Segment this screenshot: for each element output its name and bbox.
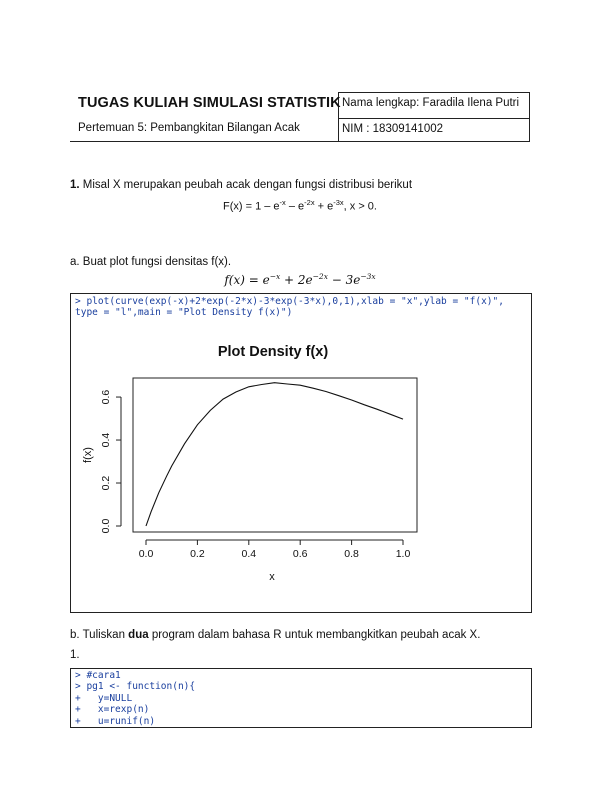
- cdf-formula: [0, 198, 600, 213]
- part-a-instruction: a. Buat plot fungsi densitas f(x).: [70, 256, 232, 268]
- x-tick-label: 0.2: [190, 548, 205, 560]
- y-tick-label: 0.0: [100, 518, 112, 534]
- pdf-part-3: − 3e: [327, 273, 361, 287]
- x-tick-label: 0.8: [344, 548, 359, 560]
- code-line: + x=rexp(n): [75, 704, 150, 716]
- student-name: Nama lengkap: Faradila Ilena Putri: [342, 97, 520, 109]
- part-b-pre: b. Tuliskan: [70, 629, 129, 641]
- program-code-box: [70, 668, 532, 728]
- cdf-part-4: , x > 0.: [343, 200, 377, 213]
- question-text: Misal X merupakan peubah acak dengan fungsi distribusi berikut: [79, 179, 413, 191]
- x-tick-label: 0.6: [292, 548, 308, 560]
- cdf-part-1: F(x) = 1 – e: [223, 200, 280, 213]
- header-top-rule: [338, 92, 530, 93]
- cdf-exp-1: -x: [279, 198, 286, 207]
- pdf-exp-1: −x: [269, 272, 281, 281]
- y-axis-label: f(x): [82, 447, 94, 463]
- header-mid-rule: [338, 118, 530, 119]
- y-tick-label: 0.2: [100, 475, 112, 491]
- plot-frame: [133, 378, 417, 532]
- x-axis-label: x: [269, 571, 275, 583]
- code-line: > plot(curve(exp(-x)+2*exp(-2*x)-3*exp(-3*x),0,1),xlab = "x",ylab = "f(x)",: [75, 296, 504, 307]
- density-plot: [71, 320, 529, 610]
- code-line: + u=runif(n): [75, 715, 156, 727]
- header-bottom-rule: [70, 141, 530, 142]
- cdf-exp-2: -2x: [304, 198, 315, 207]
- pdf-exp-3: −3x: [360, 272, 376, 281]
- x-tick-label: 0.4: [241, 548, 257, 560]
- student-nim: NIM : 18309141002: [342, 123, 444, 135]
- document-title: TUGAS KULIAH SIMULASI STATISTIK: [78, 95, 341, 111]
- part-b-bold: dua: [128, 629, 149, 641]
- pdf-exp-2: −2x: [312, 272, 328, 281]
- cdf-part-2: – e: [285, 200, 305, 213]
- question-number: 1.: [70, 179, 80, 191]
- part-b-item-number: 1.: [70, 649, 80, 661]
- code-line: + y=NULL: [75, 692, 133, 704]
- pdf-formula: [0, 272, 600, 287]
- plot-code-box: [70, 293, 532, 613]
- plot-title: Plot Density f(x): [217, 344, 329, 360]
- code-line: type = "l",main = "Plot Density f(x)"): [75, 307, 293, 319]
- cdf-exp-3: -3x: [333, 198, 344, 207]
- x-tick-label: 1.0: [395, 548, 411, 560]
- pdf-part-2: + 2e: [280, 273, 313, 287]
- cdf-part-3: + e: [314, 200, 334, 213]
- header-right-border: [529, 92, 530, 142]
- density-curve: [146, 383, 403, 526]
- y-axis: [100, 390, 121, 534]
- plot-code: [75, 296, 504, 319]
- y-tick-label: 0.4: [100, 432, 112, 448]
- question-1: [70, 179, 412, 191]
- document-subtitle: Pertemuan 5: Pembangkitan Bilangan Acak: [78, 122, 300, 134]
- part-b-instruction: [70, 629, 480, 641]
- y-tick-label: 0.6: [100, 389, 112, 405]
- part-b-post: program dalam bahasa R untuk membangkitkan peubah acak X.: [148, 629, 481, 641]
- program-code: [75, 670, 195, 727]
- pdf-part-1: f(x) = e: [224, 273, 270, 287]
- x-axis: [139, 540, 411, 560]
- x-tick-label: 0.0: [138, 548, 154, 560]
- code-line: > pg1 <- function(n){: [75, 681, 196, 693]
- code-line: > #cara1: [75, 670, 121, 681]
